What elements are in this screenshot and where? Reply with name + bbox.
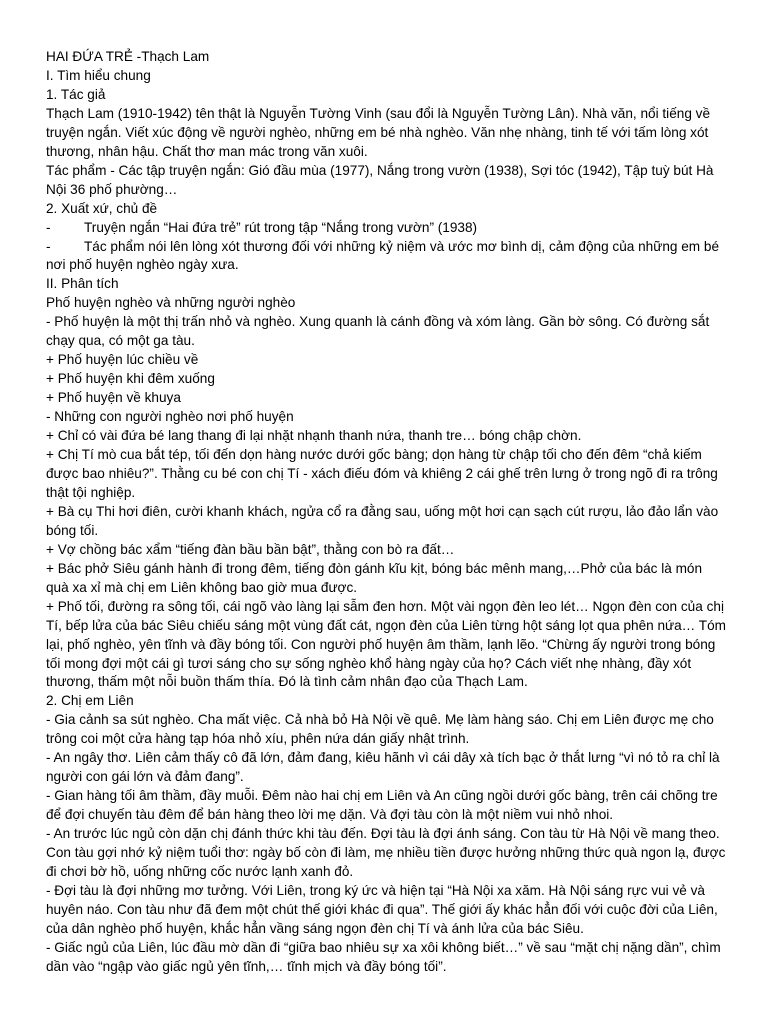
text-line: - An ngây thơ. Liên cảm thấy cô đã lớn, đảm đang, kiêu hãnh vì cái dây xà tích bạc ở thắt lưng “vì nó tỏ ra chỉ là người con gái lớn và đảm đang”. (46, 750, 720, 785)
text-line: - Đợi tàu là đợi những mơ tưởng. Với Liên, trong ký ức và hiện tại “Hà Nội xa xăm. Hà Nội sáng rực vui vẻ và huyên náo. Con tàu như đã đem một chút thế giới khác đi qua”. Thế giới ấy khác hẳn đối với cuộc đời của Liên, của dân nghèo phố huyện, khắc hẳn vầng sáng ngọn đèn chị Tí và ánh lửa của bác Siêu. (46, 882, 718, 936)
text-line: - An trước lúc ngủ còn dặn chị đánh thức khi tàu đến. Đợi tàu là đợi ánh sáng. Con tàu từ Hà Nội về mang theo. Con tàu gợi nhớ kỷ niệm tuổi thơ: ngày bố còn đi làm, mẹ nhiều tiền được hưởng những thức quà ngon lạ, được đi chơi bờ hồ, uống những cốc nước lạnh xanh đỏ. (46, 826, 726, 879)
bullet-text: Truyện ngắn “Hai đứa trẻ” rút trong tập “Nắng trong vườn” (1938) (84, 219, 478, 235)
text-line: - Giấc ngủ của Liên, lúc đầu mờ dần đi “giữa bao nhiêu sự xa xôi không biết…” về sau “mặt chị nặng dần”, chìm dần vào “ngập vào giấc ngủ yên tĩnh,… tĩnh mịch và đầy bóng tối”. (46, 939, 721, 974)
bullet-item (46, 219, 726, 238)
text-line: + Bác phở Siêu gánh hành đi trong đêm, tiếng đòn gánh kĩu kịt, bóng bác mênh mang,…Phở của bác là món quà xa xỉ mà chị em Liên không bao giờ mua được. (46, 560, 703, 595)
subheading-lien: 2. Chị em Liên (46, 693, 134, 709)
bullet-marker: - (46, 219, 51, 235)
analysis-lien-block (46, 711, 726, 976)
text-line: + Phố huyện về khuya (46, 390, 181, 406)
text-line: + Chỉ có vài đứa bé lang thang đi lại nhặt nhạnh thanh nứa, thanh tre… bóng chập chờn. (46, 428, 582, 444)
bullet-text: Tác phẩm nói lên lòng xót thương đối với những kỷ niệm và ước mơ bình dị, cảm động của những em bé nơi phố huyện nghèo ngày xưa. (46, 238, 720, 273)
section-heading-1: I. Tìm hiểu chung (46, 67, 151, 83)
document-page (46, 48, 726, 977)
text-line: - Gian hàng tối âm thầm, đầy muỗi. Đêm nào hai chị em Liên và An cũng ngồi dưới gốc bàng, trên cái chõng tre để đợi chuyến tàu đêm để bán hàng theo lời mẹ dặn. Và đợi tàu còn là một niềm vui nhỏ nhoi. (46, 788, 718, 823)
text-line: + Phố huyện khi đêm xuống (46, 371, 215, 387)
text-line: + Phố huyện lúc chiều về (46, 352, 199, 368)
text-line: + Vợ chồng bác xẩm “tiếng đàn bầu bần bật”, thằng con bò ra đất… (46, 541, 455, 557)
subheading-author: 1. Tác giả (46, 86, 106, 102)
subheading-town: Phố huyện nghèo và những người nghèo (46, 295, 296, 311)
text-line: - Những con người nghèo nơi phố huyện (46, 409, 294, 425)
text-line: + Chị Tí mò cua bắt tép, tối đến dọn hàng nước dưới gốc bàng; dọn hàng từ chập tối cho đến đêm “chả kiếm được bao nhiêu?”. Thằng cu bé con chị Tí - xách điếu đóm và khiêng 2 cái ghế trên lưng ở trong ngõ đi ra trông thật tội nghiệp. (46, 447, 718, 500)
text-line: - Gia cảnh sa sút nghèo. Cha mất việc. Cả nhà bỏ Hà Nội về quê. Mẹ làm hàng sáo. Chị em Liên được mẹ cho trông coi một cửa hàng tạp hóa nhỏ xíu, phên nứa dán giấy nhật trình. (46, 712, 714, 747)
subheading-origin: 2. Xuất xứ, chủ đề (46, 200, 158, 216)
text-line: - Phố huyện là một thị trấn nhỏ và nghèo. Xung quanh là cánh đồng và xóm làng. Gần bờ sông. Có đường sắt chạy qua, có một ga tàu. (46, 314, 710, 349)
paragraph-author: Thạch Lam (1910-1942) tên thật là Nguyễn Tường Vinh (sau đổi là Nguyễn Tường Lân). Nhà văn, nổi tiếng về truyện ngắn. Viết xúc động về người nghèo, những em bé nhà nghèo. Văn nhẹ nhàng, tinh tế với tấm lòng xót thương, nhân hậu. Chất thơ man mác trong văn xuôi. (46, 105, 711, 159)
text-line: + Phố tối, đường ra sông tối, cái ngõ vào làng lại sẫm đen hơn. Một vài ngọn đèn leo lét… Ngọn đèn con của chị Tí, bếp lửa của bác Siêu chiếu sáng một vùng đất cát, ngọn đèn của Liên từng hột sáng lọt qua phên nứa… Tóm lại, phố nghèo, yên tĩnh và đầy bóng tối. Con người phố huyện âm thầm, lạnh lẽo. “Chừng ấy người trong bóng tối mong đợi một cái gì tươi sáng cho sự sống nghèo khổ hàng ngày của họ? Cách viết nhẹ nhàng, đầy xót thương, thấm một nỗi buồn thấm thía. Đó là tình cảm nhân đạo của Thạch Lam. (46, 598, 726, 690)
bullet-item (46, 238, 726, 276)
section-heading-2: II. Phân tích (46, 276, 119, 292)
paragraph-works: Tác phẩm - Các tập truyện ngắn: Gió đầu mùa (1977), Nắng trong vườn (1938), Sợi tóc (1942), Tập tuỳ bút Hà Nội 36 phố phường… (46, 162, 714, 197)
analysis-town-block (46, 313, 726, 692)
document-title: HAI ĐỨA TRẺ -Thạch Lam (46, 49, 210, 64)
text-line: + Bà cụ Thi hơi điên, cười khanh khách, ngửa cổ ra đằng sau, uống một hơi cạn sạch cút rượu, lảo đảo lẩn vào bóng tối. (46, 503, 719, 538)
bullet-marker: - (46, 238, 51, 254)
